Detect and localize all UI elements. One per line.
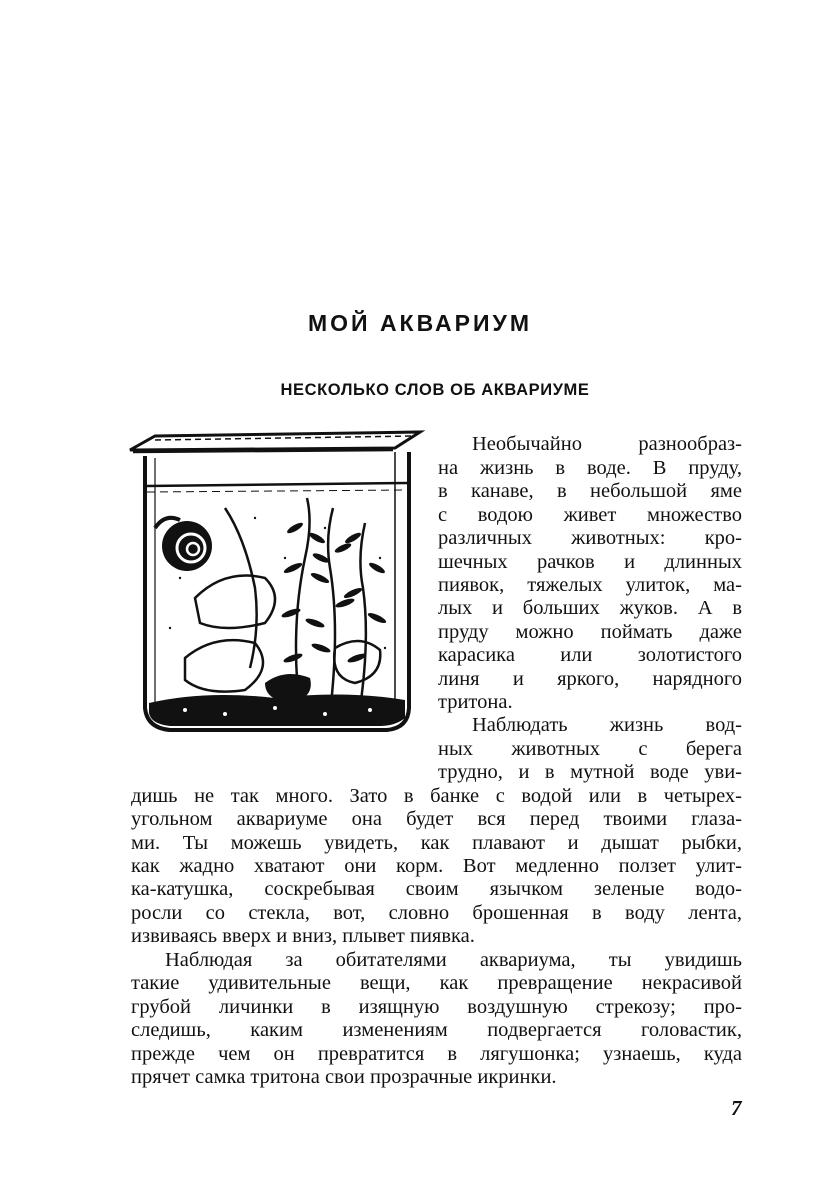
text-line: на жизнь в воде. В пруду, <box>438 457 742 479</box>
text-line: Наблюдая за обитателями аквариума, ты увидишь <box>165 949 742 971</box>
text-line: извиваясь вверх и вниз, плывет пиявка. <box>131 925 475 947</box>
text-line: грубой личинки в изящную воздушную стрекозу; про- <box>131 996 742 1018</box>
text-line: с водою живет множество <box>438 504 742 526</box>
text-line: пруду можно поймать даже <box>438 621 742 643</box>
text-line: Необычайно разнообраз- <box>472 433 742 455</box>
text-line: ка-катушка, соскребывая своим язычком зеленые водо- <box>131 878 742 900</box>
text-line: ных животных с берега <box>438 738 742 760</box>
page-number: 7 <box>731 1096 742 1120</box>
text-line: линя и яркого, нарядного <box>438 668 742 690</box>
aquarium-illustration-icon <box>125 428 425 740</box>
text-line: прежде чем он превратится в лягушонка; узнаешь, куда <box>131 1043 742 1065</box>
text-line: тритона. <box>438 691 513 713</box>
text-line: в канаве, в небольшой яме <box>438 480 742 502</box>
text-line: как жадно хватают они корм. Вот медленно ползет улит- <box>131 855 742 877</box>
text-line: трудно, и в мутной воде уви- <box>438 761 742 783</box>
text-line: пиявок, тяжелых улиток, ма- <box>438 574 742 596</box>
page-title: МОЙ АКВАРИУМ <box>307 310 533 336</box>
text-line: лых и больших жуков. А в <box>438 597 742 619</box>
text-line: росли со стекла, вот, словно брошенная в воду лента, <box>131 902 742 924</box>
text-line: различных животных: кро- <box>438 527 742 549</box>
text-line: угольном аквариуме она будет вся перед твоими глаза- <box>131 808 742 830</box>
text-line: следишь, каким изменениям подвергается головастик, <box>131 1019 742 1041</box>
text-line: шечных рачков и длинных <box>438 551 742 573</box>
text-line: карасика или золотистого <box>438 644 742 666</box>
text-line: прячет самка тритона свои прозрачные икринки. <box>131 1066 557 1088</box>
text-line: дишь не так много. Зато в банке с водой или в четырех- <box>131 785 742 807</box>
text-line: ми. Ты можешь увидеть, как плавают и дышат рыбки, <box>131 832 742 854</box>
text-line: Наблюдать жизнь вод- <box>472 714 742 736</box>
text-line: такие удивительные вещи, как превращение некрасивой <box>131 972 742 994</box>
section-title: НЕСКОЛЬКО СЛОВ ОБ АКВАРИУМЕ <box>280 381 590 399</box>
